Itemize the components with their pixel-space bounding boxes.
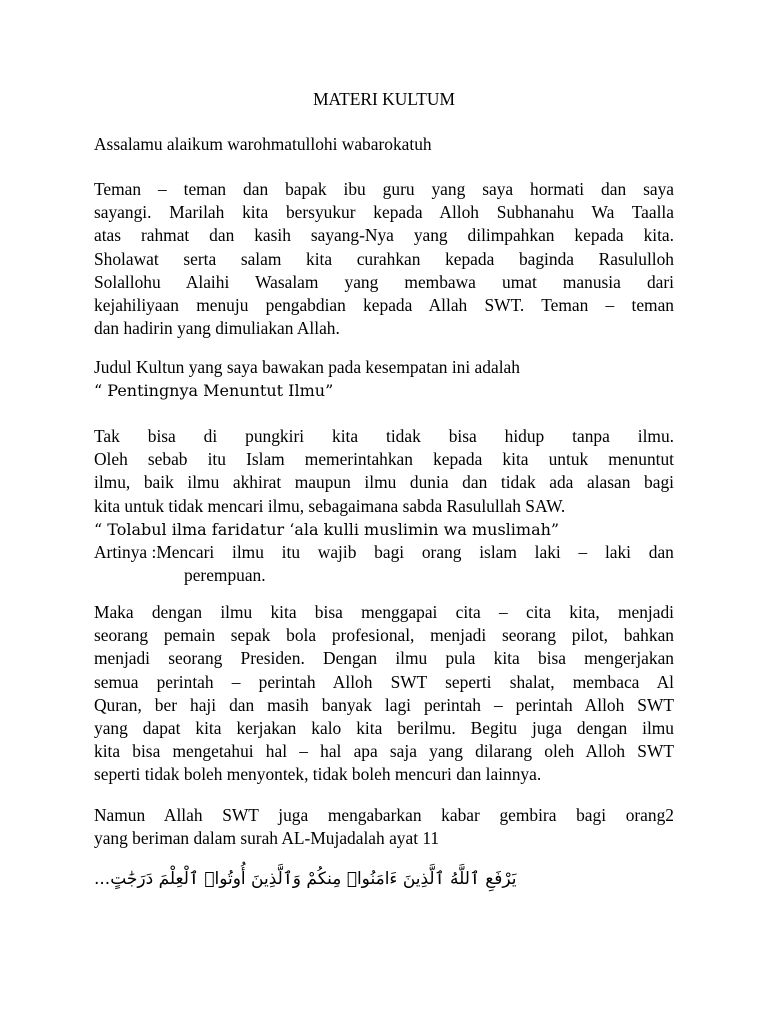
paragraph-line: semua perintah – perintah Alloh SWT seperti shalat, membaca Al [94, 671, 674, 692]
translation-row [94, 541, 674, 564]
paragraph-line: Maka dengan ilmu kita bisa menggapai cita – cita kita, menjadi [94, 602, 674, 622]
topic-paragraph [94, 356, 674, 402]
paragraph-line: seorang pemain sepak bola profesional, menjadi seorang pilot, bahkan [94, 625, 674, 646]
translation-word: bagi [374, 542, 405, 563]
translation-word: ilmu [232, 542, 264, 563]
translation-word: orang [421, 542, 462, 563]
translation-text [156, 541, 674, 564]
benefits-paragraph [94, 601, 674, 787]
paragraph-line: kita untuk tidak mencari ilmu, sebagaimana sabda Rasulullah SAW. [94, 495, 566, 516]
paragraph-line: Solallohu Alaihi Wasalam yang membawa umat manusia dari [94, 271, 674, 292]
opening-paragraph [94, 178, 674, 340]
translation-word: laki [604, 542, 632, 563]
paragraph-line: yang beriman dalam surah AL-Mujadalah ayat 11 [94, 828, 440, 849]
paragraph-line: Teman – teman dan bapak ibu guru yang saya hormati dan saya [94, 179, 674, 199]
translation-word: Mencari [156, 542, 215, 563]
translation-word: wajib [317, 542, 357, 563]
translation-word: islam [479, 542, 517, 563]
closing-paragraph [94, 804, 674, 850]
paragraph-line: sayangi. Marilah kita bersyukur kepada Alloh Subhanahu Wa Taalla [94, 202, 674, 223]
document-title: MATERI KULTUM [313, 89, 455, 109]
translation-word: – [578, 542, 588, 563]
paragraph-line: Namun Allah SWT juga mengabarkan kabar gembira bagi orang2 [94, 805, 674, 825]
greeting: Assalamu alaikum warohmatullohi wabarokatuh [94, 134, 432, 154]
translation-word: laki [534, 542, 561, 563]
translation-continuation: perempuan. [184, 565, 266, 586]
translation-word: itu [281, 542, 301, 563]
paragraph-line: dan hadirin yang dimuliakan Allah. [94, 318, 340, 339]
paragraph-line: seperti tidak boleh menyontek, tidak boleh mencuri dan lainnya. [94, 764, 542, 785]
arabic-verse: يَرْفَعِ ٱللَّهُ ٱلَّذِينَ ءَامَنُوا۟ مِنكُمْ وَٱلَّذِينَ أُوتُوا۟ ٱلْعِلْمَ دَرَجَٰتٍ... [94, 869, 517, 889]
topic-intro: Judul Kultun yang saya bawakan pada kesempatan ini adalah [94, 357, 520, 377]
knowledge-paragraph [94, 425, 674, 587]
translation-label: Artinya : [94, 542, 157, 563]
paragraph-line: Tak bisa di pungkiri kita tidak bisa hidup tanpa ilmu. [94, 426, 674, 446]
topic-title: “ Pentingnya Menuntut Ilmu” [94, 381, 334, 401]
paragraph-line: yang dapat kita kerjakan kalo kita berilmu. Begitu juga dengan ilmu [94, 718, 674, 739]
paragraph-line: kejahiliyaan menuju pengabdian kepada Allah SWT. Teman – teman [94, 295, 674, 316]
paragraph-line: Sholawat serta salam kita curahkan kepada baginda Rasululloh [94, 248, 674, 269]
paragraph-line: Quran, ber haji dan masih banyak lagi perintah – perintah Alloh SWT [94, 694, 674, 715]
paragraph-line: ilmu, baik ilmu akhirat maupun ilmu dunia dan tidak ada alasan bagi [94, 472, 674, 493]
translation-word: dan [648, 542, 674, 563]
paragraph-line: menjadi seorang Presiden. Dengan ilmu pula kita bisa mengerjakan [94, 648, 674, 669]
paragraph-line: Oleh sebab itu Islam memerintahkan kepada kita untuk menuntut [94, 449, 674, 470]
paragraph-line: kita bisa mengetahui hal – hal apa saja yang dilarang oleh Alloh SWT [94, 741, 674, 762]
hadith-quote: “ Tolabul ilma faridatur ‘ala kulli muslimin wa muslimah” [94, 519, 560, 539]
paragraph-line: atas rahmat dan kasih sayang-Nya yang dilimpahkan kepada kita. [94, 225, 674, 246]
